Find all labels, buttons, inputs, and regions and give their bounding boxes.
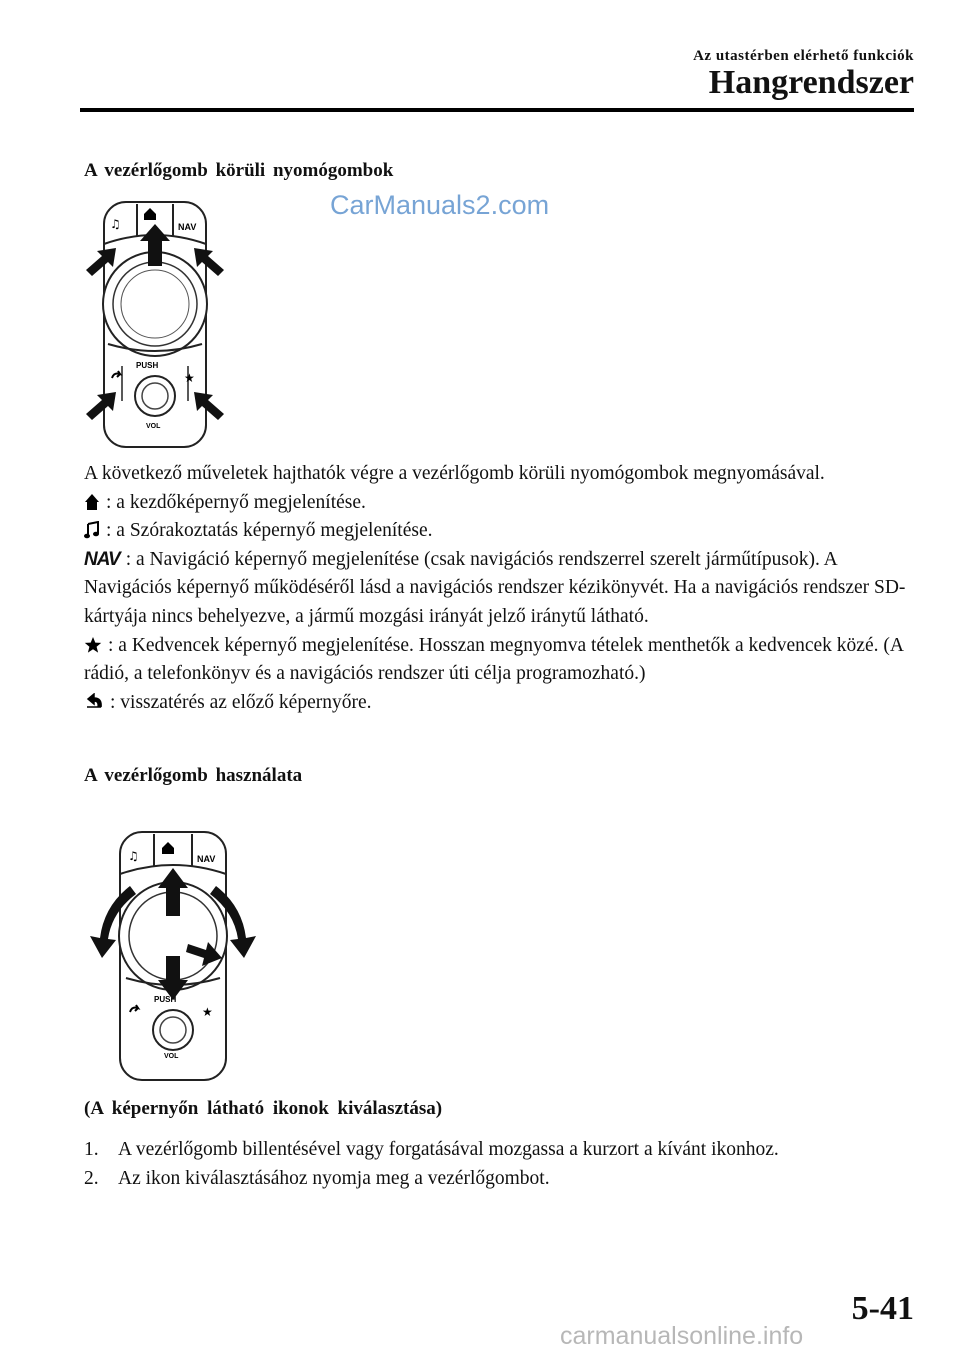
svg-text:★: ★ <box>202 1005 213 1019</box>
svg-text:♫: ♫ <box>128 849 139 863</box>
item-entertainment: : a Szórakoztatás képernyő megjelenítése. <box>84 517 924 546</box>
item-navigation: NAV : a Navigáció képernyő megjelenítése (csak navigációs rendszerrel szerelt járműtípusok). A Navigációs képernyő működéséről lásd a navigációs rendszer kézikönyvét. Ha a navigációs rendszer SD-kártyája nincs behelyezve, a jármű mozgási irányát jelző iránytű látható. <box>84 546 924 632</box>
push-label: PUSH <box>154 995 177 1004</box>
music-note-icon <box>84 521 100 539</box>
commander-knob-figure-1 <box>80 196 230 456</box>
section1-body <box>84 460 924 717</box>
page-number: 5-41 <box>851 1290 914 1327</box>
nav-icon: NAV <box>84 548 120 570</box>
item-favorites: : a Kedvencek képernyő megjelenítése. Hosszan megnyomva tételek menthetők a kedvencek közé. (A rádió, a telefonkönyv és a navigációs rendszer úti célja programozható.) <box>84 634 903 685</box>
music-note-icon <box>128 849 139 863</box>
section-header: Az utastérben elérhető funkciók <box>693 48 914 64</box>
back-arrow-icon <box>84 693 104 711</box>
push-label: PUSH <box>136 361 159 370</box>
star-icon <box>84 636 102 654</box>
item-back: : visszatérés az előző képernyőre. <box>84 689 924 718</box>
item-home: : a kezdőképernyő megjelenítése. <box>84 489 924 518</box>
list-item: 2. Az ikon kiválasztásához nyomja meg a vezérlőgombot. <box>84 1167 550 1189</box>
steps-list <box>84 1136 924 1193</box>
section2-heading: A vezérlőgomb használata <box>84 765 303 786</box>
home-icon <box>84 493 100 511</box>
intro-paragraph: A következő műveletek hajthatók végre a vezérlőgomb körüli nyomógombok megnyomásával. <box>84 463 825 484</box>
nav-label: NAV <box>197 854 216 864</box>
list-item: 1. A vezérlőgomb billentésével vagy forgatásával mozgassa a kurzort a kívánt ikonhoz. <box>84 1139 779 1160</box>
section1-heading: A vezérlőgomb körüli nyomógombok <box>84 160 394 181</box>
header-divider <box>80 108 914 112</box>
star-icon <box>202 1005 213 1019</box>
music-note-icon <box>110 217 121 231</box>
nav-label: NAV <box>178 222 197 232</box>
commander-knob-figure-2 <box>86 826 262 1088</box>
footer-watermark: carmanualsonline.info <box>560 1322 804 1350</box>
vol-label: VOL <box>146 423 161 430</box>
svg-text:♫: ♫ <box>110 217 121 231</box>
star-icon <box>184 371 195 385</box>
svg-text:★: ★ <box>184 371 195 385</box>
watermark-logo: CarManuals2.com <box>330 190 550 220</box>
section2-subheading: (A képernyőn látható ikonok kiválasztása) <box>84 1098 443 1119</box>
vol-label: VOL <box>164 1053 179 1060</box>
page-title: Hangrendszer <box>708 64 914 101</box>
